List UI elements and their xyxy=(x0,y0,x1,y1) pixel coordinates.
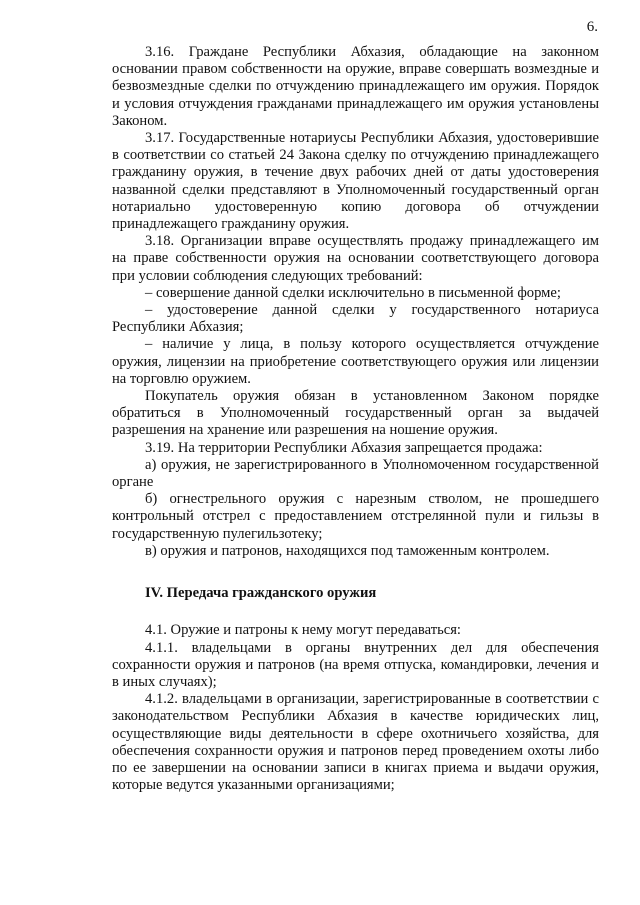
paragraph-3-18: 3.18. Организации вправе осуществлять продажу принадлежащего им на праве собственности оружия на основании соответствующего договора при условии соблюдения следующих требований: xyxy=(112,233,599,284)
requirement-item: – совершение данной сделки исключительно в письменной форме; xyxy=(145,284,561,301)
prohibition-item: в) оружия и патронов, находящихся под таможенным контролем. xyxy=(145,542,550,559)
paragraph-3-19: 3.19. На территории Республики Абхазия запрещается продажа: xyxy=(145,439,543,456)
page-number: 6. xyxy=(586,19,598,35)
prohibition-item: б) огнестрельного оружия с нарезным стволом, не прошедшего контрольный отстрел с предоставлением отстрелянной пули и гильзы в государственную пулегильзотеку; xyxy=(112,491,599,542)
requirement-item: – наличие у лица, в пользу которого осуществляется отчуждение оружия, лицензии на приобретение соответствующего оружия или лицензии на торговлю оружием. xyxy=(112,336,599,387)
paragraph-3-16: 3.16. Граждане Республики Абхазия, обладающие на законном основании правом собственности на оружие, вправе совершать возмездные и безвозмездные сделки по отчуждению принадлежащего им оружия. Порядок и условия отчуждения гражданами принадлежащего им оружия установлены Законом. xyxy=(112,44,599,129)
document-body xyxy=(112,44,599,794)
prohibition-item: а) оружия, не зарегистрированного в Уполномоченном государственной органе xyxy=(112,456,599,491)
buyer-obligation-paragraph: Покупатель оружия обязан в установленном Законом порядке обратиться в Уполномоченный государственный орган за выдачей разрешения на хранение или разрешения на ношение оружия. xyxy=(112,388,599,439)
paragraph-4-1-1: 4.1.1. владельцами в органы внутренних дел для обеспечения сохранности оружия и патронов (на время отпуска, командировки, лечения и в иных случаях); xyxy=(112,639,599,690)
requirement-item: – удостоверение данной сделки у государственного нотариуса Республики Абхазия; xyxy=(112,302,599,336)
paragraph-4-1-2: 4.1.2. владельцами в организации, зарегистрированные в соответствии с законодательством Республики Абхазия в качестве юридических лиц, осуществляющие виды деятельности в сфере охотничьего хозяйства, для обеспечения сохранности оружия и патронов перед проведением охоты либо по ее завершении на основании записи в книгах приема и выдачи оружия, которые ведутся указанными организациями; xyxy=(112,691,599,794)
paragraph-3-17: 3.17. Государственные нотариусы Республики Абхазия, удостоверившие в соответствии со статьей 24 Закона сделку по отчуждению принадлежащего гражданину оружия, в течение двух рабочих дней от даты удостоверения названной сделки представляют в Уполномоченный государственный орган нотариально удостоверенную копию договора об отчуждении принадлежащего гражданину оружия. xyxy=(112,130,599,233)
section-heading: IV. Передача гражданского оружия xyxy=(145,585,377,602)
paragraph-4-1: 4.1. Оружие и патроны к нему могут передаваться: xyxy=(145,622,461,639)
